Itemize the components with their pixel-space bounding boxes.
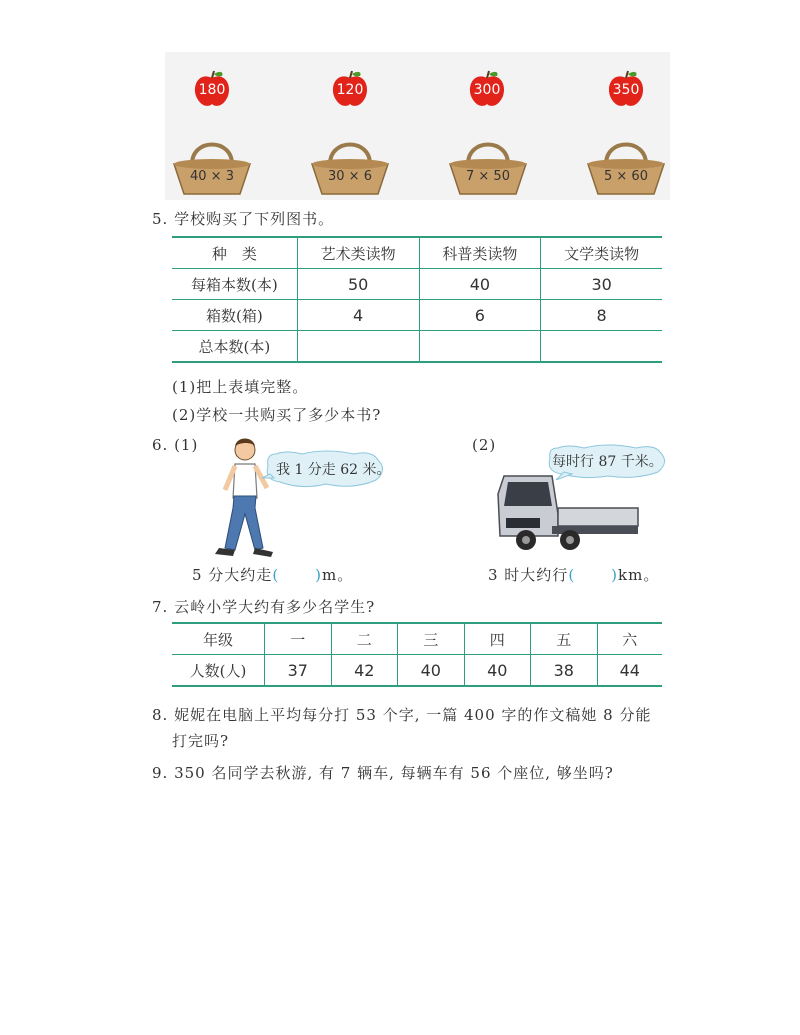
answer-1-unit: m。 xyxy=(322,566,354,584)
blank-answer-cell[interactable] xyxy=(419,331,541,363)
table-row xyxy=(172,655,662,687)
row-label: 每箱本数(本) xyxy=(172,269,297,300)
table-cell: 40 xyxy=(398,655,465,687)
basket-1 xyxy=(170,140,254,196)
q6-answer-2 xyxy=(488,564,659,585)
table-cell: 4 xyxy=(297,300,419,331)
q5-title: 5. 学校购买了下列图书。 xyxy=(152,210,335,228)
table-header-cell: 科普类读物 xyxy=(419,237,541,269)
basket-4 xyxy=(584,140,668,196)
apple-1 xyxy=(192,70,232,108)
row-label: 总本数(本) xyxy=(172,331,297,363)
table-header-row xyxy=(172,237,662,269)
table-header-cell: 艺术类读物 xyxy=(297,237,419,269)
answer-blank-open: ( xyxy=(272,566,280,584)
apple-value: 120 xyxy=(336,82,364,98)
table-cell: 40 xyxy=(419,269,541,300)
basket-icon xyxy=(446,140,530,196)
table-cell: 42 xyxy=(331,655,398,687)
basket-2 xyxy=(308,140,392,196)
table-header-cell: 四 xyxy=(464,623,531,655)
basket-expression: 7 × 50 xyxy=(466,169,510,184)
table-cell: 6 xyxy=(419,300,541,331)
table-header-cell: 文学类读物 xyxy=(541,237,662,269)
basket-expression: 30 × 6 xyxy=(328,169,372,184)
q6-number: 6. (1) xyxy=(152,436,199,454)
table-header-cell: 三 xyxy=(398,623,465,655)
q5-sub1: (1)把上表填完整。 xyxy=(172,378,309,396)
books-table xyxy=(172,236,662,363)
table-row xyxy=(172,300,662,331)
bubble-2-text: 每时行 87 千米。 xyxy=(552,454,663,470)
table-header-cell: 六 xyxy=(597,623,662,655)
q7-title: 7. 云岭小学大约有多少名学生? xyxy=(152,598,376,616)
q8-line-1: 8. 妮妮在电脑上平均每分打 53 个字, 一篇 400 字的作文稿她 8 分能 xyxy=(152,706,652,724)
table-header-cell: 一 xyxy=(265,623,332,655)
table-row xyxy=(172,269,662,300)
apple-value: 350 xyxy=(612,82,640,98)
table-cell: 37 xyxy=(265,655,332,687)
apple-value: 300 xyxy=(473,82,501,98)
q6-answer-1 xyxy=(192,564,353,585)
table-header-cell: 年级 xyxy=(172,623,265,655)
q6-part2: (2) xyxy=(472,436,497,454)
truck-illustration xyxy=(492,470,642,552)
row-label: 箱数(箱) xyxy=(172,300,297,331)
blank-answer-cell[interactable] xyxy=(297,331,419,363)
students-table xyxy=(172,622,662,687)
table-cell: 30 xyxy=(541,269,662,300)
q9-text: 9. 350 名同学去秋游, 有 7 辆车, 每辆车有 56 个座位, 够坐吗? xyxy=(152,764,614,782)
table-header-cell: 五 xyxy=(531,623,598,655)
table-cell: 8 xyxy=(541,300,662,331)
table-cell: 38 xyxy=(531,655,598,687)
answer-blank-close: ) xyxy=(315,566,323,584)
answer-1-prefix: 5 分大约走 xyxy=(192,566,273,584)
table-header-cell: 二 xyxy=(331,623,398,655)
blank-answer-cell[interactable] xyxy=(541,331,662,363)
apple-4 xyxy=(606,70,646,108)
answer-blank-close: ) xyxy=(611,566,619,584)
answer-2-prefix: 3 时大约行 xyxy=(488,566,569,584)
basket-expression: 40 × 3 xyxy=(190,169,234,184)
apple-value: 180 xyxy=(198,82,226,98)
apple-3 xyxy=(467,70,507,108)
table-row xyxy=(172,331,662,363)
basket-expression: 5 × 60 xyxy=(604,169,648,184)
bubble-1-text: 我 1 分走 62 米。 xyxy=(276,462,391,478)
basket-icon xyxy=(308,140,392,196)
table-cell: 40 xyxy=(464,655,531,687)
table-header-cell: 种 类 xyxy=(172,237,297,269)
table-header-row xyxy=(172,623,662,655)
table-cell: 44 xyxy=(597,655,662,687)
answer-blank-open: ( xyxy=(568,566,576,584)
row-label: 人数(人) xyxy=(172,655,265,687)
basket-icon xyxy=(584,140,668,196)
q8-line-2: 打完吗? xyxy=(172,732,230,750)
q5-sub2: (2)学校一共购买了多少本书? xyxy=(172,406,382,424)
answer-2-unit: km。 xyxy=(618,566,660,584)
basket-3 xyxy=(446,140,530,196)
table-cell: 50 xyxy=(297,269,419,300)
basket-icon xyxy=(170,140,254,196)
apple-2 xyxy=(330,70,370,108)
